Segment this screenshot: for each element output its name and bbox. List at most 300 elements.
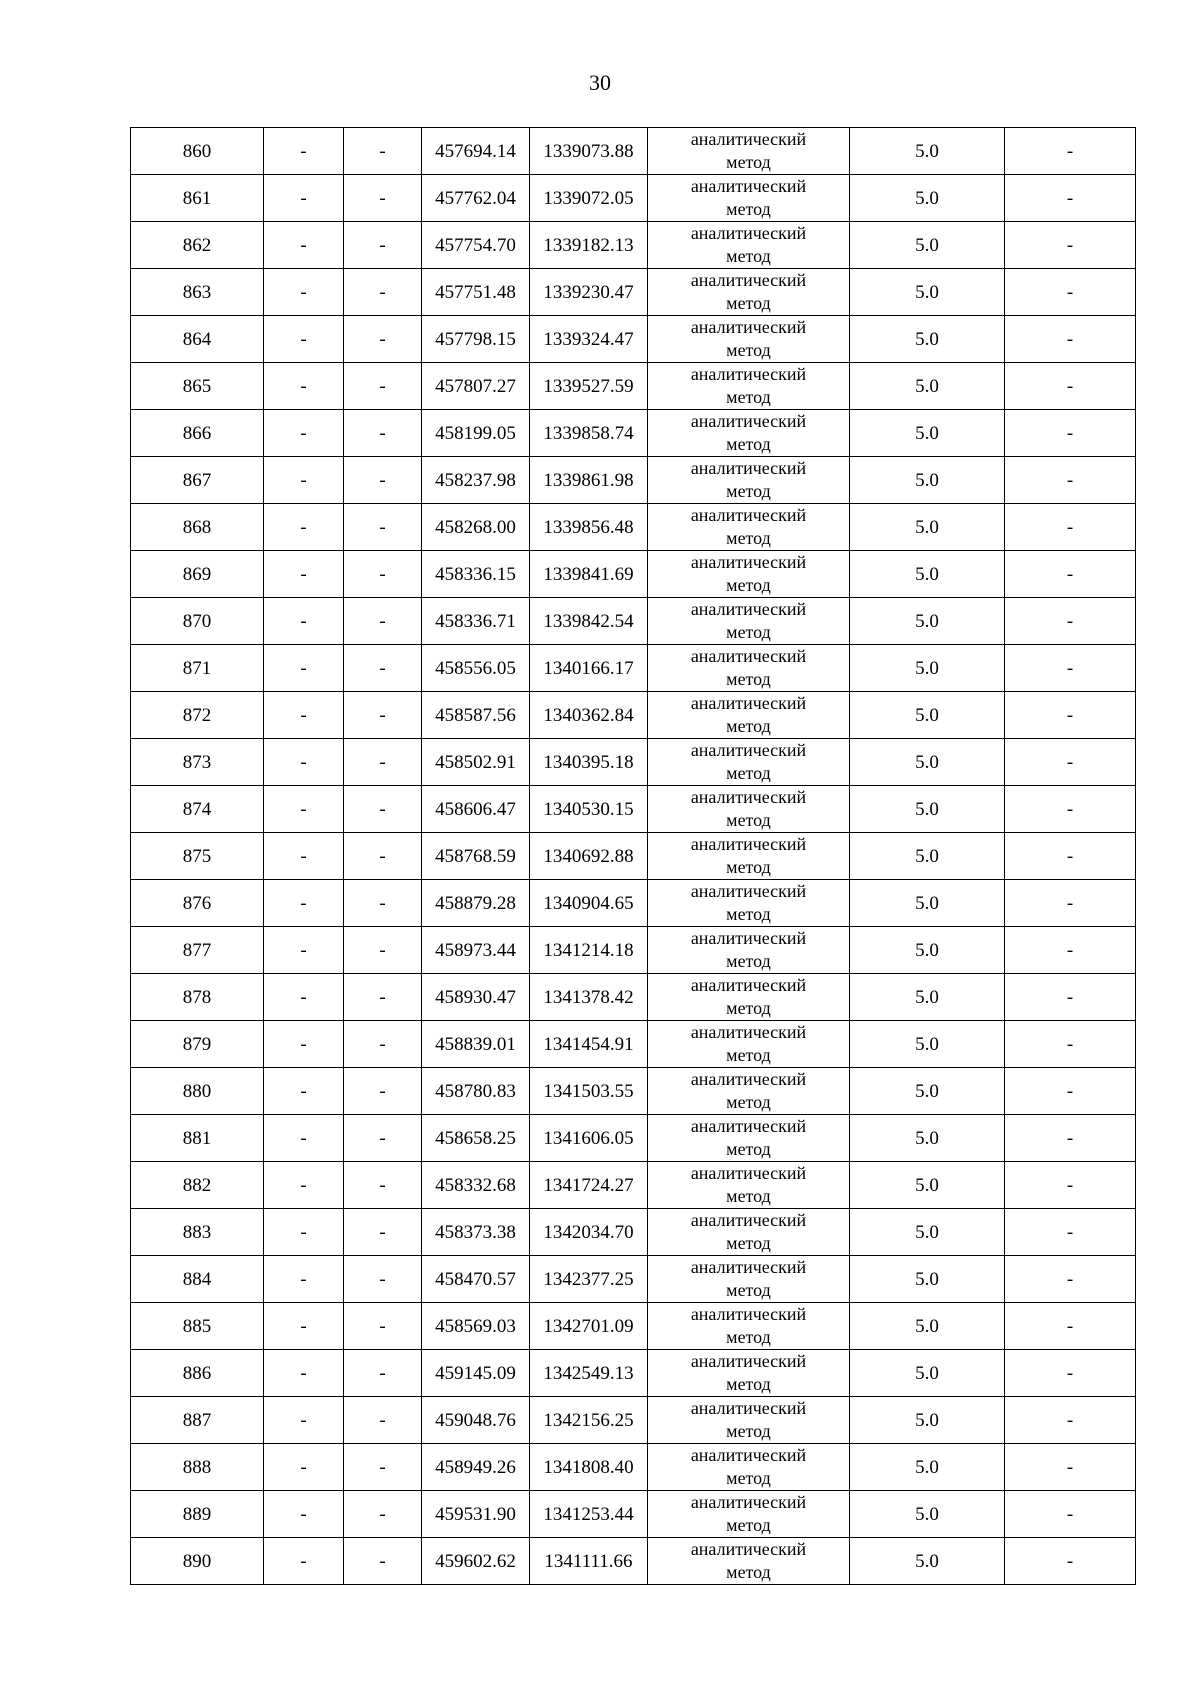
empty-cell: -	[344, 1115, 422, 1162]
method-cell	[648, 598, 850, 645]
empty-cell: -	[1005, 504, 1136, 551]
table-row	[131, 692, 1136, 739]
empty-cell: -	[264, 1538, 344, 1585]
accuracy-cell: 5.0	[850, 504, 1005, 551]
table-row	[131, 316, 1136, 363]
point-number-cell: 868	[131, 504, 264, 551]
empty-cell: -	[344, 316, 422, 363]
empty-cell: -	[344, 1162, 422, 1209]
x-coordinate-cell: 457762.04	[422, 175, 530, 222]
method-cell	[648, 363, 850, 410]
method-text: аналитический	[690, 1069, 807, 1089]
y-coordinate-cell: 1339073.88	[530, 128, 648, 175]
method-text: метод	[726, 857, 771, 877]
method-text: метод	[726, 1092, 771, 1112]
method-text: метод	[726, 1515, 771, 1535]
method-text: метод	[726, 716, 771, 736]
empty-cell: -	[344, 175, 422, 222]
method-cell	[648, 175, 850, 222]
accuracy-cell: 5.0	[850, 1068, 1005, 1115]
empty-cell: -	[1005, 1115, 1136, 1162]
accuracy-cell: 5.0	[850, 551, 1005, 598]
accuracy-cell: 5.0	[850, 457, 1005, 504]
empty-cell: -	[344, 551, 422, 598]
empty-cell: -	[264, 1350, 344, 1397]
empty-cell: -	[1005, 739, 1136, 786]
table-row	[131, 1162, 1136, 1209]
method-text: метод	[726, 669, 771, 689]
table-row	[131, 833, 1136, 880]
x-coordinate-cell: 458199.05	[422, 410, 530, 457]
method-cell	[648, 1256, 850, 1303]
method-cell	[648, 1115, 850, 1162]
empty-cell: -	[344, 692, 422, 739]
y-coordinate-cell: 1339527.59	[530, 363, 648, 410]
empty-cell: -	[264, 269, 344, 316]
empty-cell: -	[264, 1303, 344, 1350]
method-cell	[648, 692, 850, 739]
accuracy-cell: 5.0	[850, 269, 1005, 316]
y-coordinate-cell: 1341606.05	[530, 1115, 648, 1162]
point-number-cell: 869	[131, 551, 264, 598]
table-row	[131, 128, 1136, 175]
x-coordinate-cell: 458839.01	[422, 1021, 530, 1068]
accuracy-cell: 5.0	[850, 786, 1005, 833]
table-body	[131, 128, 1136, 1585]
method-cell	[648, 316, 850, 363]
empty-cell: -	[344, 739, 422, 786]
empty-cell: -	[1005, 457, 1136, 504]
method-text: аналитический	[690, 505, 807, 525]
empty-cell: -	[264, 598, 344, 645]
y-coordinate-cell: 1340362.84	[530, 692, 648, 739]
y-coordinate-cell: 1339841.69	[530, 551, 648, 598]
empty-cell: -	[264, 1115, 344, 1162]
empty-cell: -	[344, 410, 422, 457]
y-coordinate-cell: 1341214.18	[530, 927, 648, 974]
method-cell	[648, 1491, 850, 1538]
empty-cell: -	[1005, 645, 1136, 692]
method-cell	[648, 410, 850, 457]
empty-cell: -	[1005, 316, 1136, 363]
point-number-cell: 876	[131, 880, 264, 927]
x-coordinate-cell: 458373.38	[422, 1209, 530, 1256]
empty-cell: -	[264, 1209, 344, 1256]
empty-cell: -	[1005, 128, 1136, 175]
point-number-cell: 866	[131, 410, 264, 457]
method-text: метод	[726, 951, 771, 971]
table-row	[131, 880, 1136, 927]
y-coordinate-cell: 1341724.27	[530, 1162, 648, 1209]
y-coordinate-cell: 1342377.25	[530, 1256, 648, 1303]
x-coordinate-cell: 458780.83	[422, 1068, 530, 1115]
accuracy-cell: 5.0	[850, 363, 1005, 410]
accuracy-cell: 5.0	[850, 1209, 1005, 1256]
accuracy-cell: 5.0	[850, 927, 1005, 974]
accuracy-cell: 5.0	[850, 1256, 1005, 1303]
x-coordinate-cell: 458930.47	[422, 974, 530, 1021]
method-text: аналитический	[690, 1351, 807, 1371]
accuracy-cell: 5.0	[850, 410, 1005, 457]
table-row	[131, 1491, 1136, 1538]
y-coordinate-cell: 1342034.70	[530, 1209, 648, 1256]
empty-cell: -	[264, 927, 344, 974]
accuracy-cell: 5.0	[850, 1538, 1005, 1585]
x-coordinate-cell: 457807.27	[422, 363, 530, 410]
point-number-cell: 863	[131, 269, 264, 316]
y-coordinate-cell: 1339842.54	[530, 598, 648, 645]
table-row	[131, 1021, 1136, 1068]
x-coordinate-cell: 459048.76	[422, 1397, 530, 1444]
empty-cell: -	[1005, 1444, 1136, 1491]
point-number-cell: 889	[131, 1491, 264, 1538]
point-number-cell: 867	[131, 457, 264, 504]
point-number-cell: 880	[131, 1068, 264, 1115]
empty-cell: -	[344, 222, 422, 269]
coordinates-table	[130, 127, 1136, 1585]
method-text: метод	[726, 434, 771, 454]
x-coordinate-cell: 458606.47	[422, 786, 530, 833]
x-coordinate-cell: 458879.28	[422, 880, 530, 927]
empty-cell: -	[1005, 363, 1136, 410]
method-cell	[648, 833, 850, 880]
empty-cell: -	[1005, 1350, 1136, 1397]
accuracy-cell: 5.0	[850, 692, 1005, 739]
method-text: метод	[726, 481, 771, 501]
method-cell	[648, 551, 850, 598]
y-coordinate-cell: 1340395.18	[530, 739, 648, 786]
method-text: метод	[726, 528, 771, 548]
point-number-cell: 886	[131, 1350, 264, 1397]
method-cell	[648, 974, 850, 1021]
table-row	[131, 1303, 1136, 1350]
empty-cell: -	[344, 269, 422, 316]
method-text: метод	[726, 152, 771, 172]
empty-cell: -	[344, 598, 422, 645]
y-coordinate-cell: 1339858.74	[530, 410, 648, 457]
method-cell	[648, 1162, 850, 1209]
method-text: аналитический	[690, 1445, 807, 1465]
table-row	[131, 927, 1136, 974]
method-text: аналитический	[690, 1163, 807, 1183]
method-text: метод	[726, 340, 771, 360]
point-number-cell: 882	[131, 1162, 264, 1209]
point-number-cell: 875	[131, 833, 264, 880]
empty-cell: -	[264, 1162, 344, 1209]
accuracy-cell: 5.0	[850, 222, 1005, 269]
method-text: аналитический	[690, 364, 807, 384]
method-text: метод	[726, 1139, 771, 1159]
accuracy-cell: 5.0	[850, 645, 1005, 692]
method-text: аналитический	[690, 411, 807, 431]
table-row	[131, 504, 1136, 551]
y-coordinate-cell: 1340904.65	[530, 880, 648, 927]
table-row	[131, 269, 1136, 316]
point-number-cell: 878	[131, 974, 264, 1021]
method-cell	[648, 1021, 850, 1068]
empty-cell: -	[344, 1256, 422, 1303]
empty-cell: -	[1005, 1491, 1136, 1538]
method-cell	[648, 269, 850, 316]
point-number-cell: 861	[131, 175, 264, 222]
point-number-cell: 865	[131, 363, 264, 410]
accuracy-cell: 5.0	[850, 598, 1005, 645]
point-number-cell: 874	[131, 786, 264, 833]
accuracy-cell: 5.0	[850, 175, 1005, 222]
empty-cell: -	[1005, 1256, 1136, 1303]
empty-cell: -	[344, 1538, 422, 1585]
method-text: метод	[726, 763, 771, 783]
x-coordinate-cell: 458587.56	[422, 692, 530, 739]
method-cell	[648, 1444, 850, 1491]
table-row	[131, 1115, 1136, 1162]
empty-cell: -	[264, 504, 344, 551]
table-row	[131, 645, 1136, 692]
point-number-cell: 870	[131, 598, 264, 645]
method-text: аналитический	[690, 1257, 807, 1277]
method-cell	[648, 1397, 850, 1444]
method-text: аналитический	[690, 1539, 807, 1559]
x-coordinate-cell: 457754.70	[422, 222, 530, 269]
method-text: метод	[726, 998, 771, 1018]
method-text: метод	[726, 1233, 771, 1253]
y-coordinate-cell: 1341378.42	[530, 974, 648, 1021]
x-coordinate-cell: 458470.57	[422, 1256, 530, 1303]
y-coordinate-cell: 1340530.15	[530, 786, 648, 833]
method-text: аналитический	[690, 740, 807, 760]
empty-cell: -	[1005, 1021, 1136, 1068]
point-number-cell: 887	[131, 1397, 264, 1444]
x-coordinate-cell: 458268.00	[422, 504, 530, 551]
method-cell	[648, 128, 850, 175]
y-coordinate-cell: 1340166.17	[530, 645, 648, 692]
method-text: аналитический	[690, 1492, 807, 1512]
empty-cell: -	[344, 645, 422, 692]
accuracy-cell: 5.0	[850, 1115, 1005, 1162]
accuracy-cell: 5.0	[850, 1444, 1005, 1491]
empty-cell: -	[344, 833, 422, 880]
table-row	[131, 1350, 1136, 1397]
x-coordinate-cell: 458658.25	[422, 1115, 530, 1162]
table-row	[131, 1397, 1136, 1444]
table-row	[131, 1209, 1136, 1256]
accuracy-cell: 5.0	[850, 1350, 1005, 1397]
method-text: метод	[726, 622, 771, 642]
method-text: аналитический	[690, 881, 807, 901]
method-cell	[648, 1538, 850, 1585]
method-text: метод	[726, 1374, 771, 1394]
x-coordinate-cell: 458768.59	[422, 833, 530, 880]
empty-cell: -	[1005, 1209, 1136, 1256]
point-number-cell: 872	[131, 692, 264, 739]
page-number: 30	[589, 70, 611, 95]
method-text: аналитический	[690, 975, 807, 995]
table-row	[131, 974, 1136, 1021]
empty-cell: -	[264, 1397, 344, 1444]
empty-cell: -	[344, 1491, 422, 1538]
method-text: метод	[726, 293, 771, 313]
method-text: метод	[726, 1421, 771, 1441]
x-coordinate-cell: 459145.09	[422, 1350, 530, 1397]
method-text: аналитический	[690, 928, 807, 948]
x-coordinate-cell: 458949.26	[422, 1444, 530, 1491]
method-text: аналитический	[690, 317, 807, 337]
empty-cell: -	[1005, 833, 1136, 880]
empty-cell: -	[344, 504, 422, 551]
method-text: метод	[726, 1186, 771, 1206]
empty-cell: -	[264, 222, 344, 269]
method-text: аналитический	[690, 1398, 807, 1418]
empty-cell: -	[1005, 1068, 1136, 1115]
point-number-cell: 864	[131, 316, 264, 363]
y-coordinate-cell: 1339861.98	[530, 457, 648, 504]
table-row	[131, 1256, 1136, 1303]
table-row	[131, 551, 1136, 598]
empty-cell: -	[344, 457, 422, 504]
empty-cell: -	[264, 974, 344, 1021]
method-text: аналитический	[690, 1116, 807, 1136]
empty-cell: -	[1005, 410, 1136, 457]
point-number-cell: 879	[131, 1021, 264, 1068]
method-text: метод	[726, 199, 771, 219]
empty-cell: -	[264, 692, 344, 739]
table-row	[131, 1538, 1136, 1585]
method-text: аналитический	[690, 646, 807, 666]
accuracy-cell: 5.0	[850, 1303, 1005, 1350]
method-cell	[648, 880, 850, 927]
table-row	[131, 175, 1136, 222]
empty-cell: -	[1005, 974, 1136, 1021]
empty-cell: -	[264, 1256, 344, 1303]
point-number-cell: 871	[131, 645, 264, 692]
method-cell	[648, 1303, 850, 1350]
y-coordinate-cell: 1341808.40	[530, 1444, 648, 1491]
method-cell	[648, 504, 850, 551]
method-text: аналитический	[690, 1210, 807, 1230]
empty-cell: -	[344, 1209, 422, 1256]
empty-cell: -	[344, 1021, 422, 1068]
y-coordinate-cell: 1339182.13	[530, 222, 648, 269]
empty-cell: -	[1005, 1397, 1136, 1444]
x-coordinate-cell: 458336.71	[422, 598, 530, 645]
empty-cell: -	[264, 786, 344, 833]
x-coordinate-cell: 457798.15	[422, 316, 530, 363]
method-cell	[648, 786, 850, 833]
empty-cell: -	[344, 363, 422, 410]
empty-cell: -	[1005, 927, 1136, 974]
empty-cell: -	[264, 410, 344, 457]
accuracy-cell: 5.0	[850, 833, 1005, 880]
method-text: метод	[726, 810, 771, 830]
empty-cell: -	[1005, 175, 1136, 222]
empty-cell: -	[264, 551, 344, 598]
method-text: метод	[726, 1562, 771, 1582]
y-coordinate-cell: 1339072.05	[530, 175, 648, 222]
method-text: метод	[726, 1045, 771, 1065]
table-row	[131, 1068, 1136, 1115]
empty-cell: -	[1005, 1303, 1136, 1350]
empty-cell: -	[1005, 269, 1136, 316]
empty-cell: -	[344, 1068, 422, 1115]
empty-cell: -	[264, 1491, 344, 1538]
method-cell	[648, 1350, 850, 1397]
table-row	[131, 739, 1136, 786]
empty-cell: -	[344, 1444, 422, 1491]
x-coordinate-cell: 458569.03	[422, 1303, 530, 1350]
empty-cell: -	[344, 1397, 422, 1444]
empty-cell: -	[1005, 222, 1136, 269]
empty-cell: -	[264, 175, 344, 222]
y-coordinate-cell: 1339324.47	[530, 316, 648, 363]
empty-cell: -	[264, 1021, 344, 1068]
method-cell	[648, 927, 850, 974]
empty-cell: -	[344, 786, 422, 833]
table-row	[131, 786, 1136, 833]
x-coordinate-cell: 459531.90	[422, 1491, 530, 1538]
accuracy-cell: 5.0	[850, 880, 1005, 927]
empty-cell: -	[264, 457, 344, 504]
empty-cell: -	[344, 927, 422, 974]
x-coordinate-cell: 459602.62	[422, 1538, 530, 1585]
empty-cell: -	[1005, 551, 1136, 598]
method-text: аналитический	[690, 458, 807, 478]
point-number-cell: 862	[131, 222, 264, 269]
x-coordinate-cell: 458237.98	[422, 457, 530, 504]
x-coordinate-cell: 457751.48	[422, 269, 530, 316]
empty-cell: -	[264, 1444, 344, 1491]
empty-cell: -	[264, 880, 344, 927]
table-row	[131, 222, 1136, 269]
accuracy-cell: 5.0	[850, 316, 1005, 363]
method-cell	[648, 739, 850, 786]
empty-cell: -	[1005, 1538, 1136, 1585]
method-text: метод	[726, 1280, 771, 1300]
x-coordinate-cell: 458502.91	[422, 739, 530, 786]
accuracy-cell: 5.0	[850, 1162, 1005, 1209]
method-text: аналитический	[690, 270, 807, 290]
method-text: метод	[726, 1468, 771, 1488]
empty-cell: -	[264, 833, 344, 880]
empty-cell: -	[1005, 1162, 1136, 1209]
table-row	[131, 1444, 1136, 1491]
y-coordinate-cell: 1339856.48	[530, 504, 648, 551]
table-row	[131, 410, 1136, 457]
method-text: аналитический	[690, 223, 807, 243]
x-coordinate-cell: 457694.14	[422, 128, 530, 175]
accuracy-cell: 5.0	[850, 1021, 1005, 1068]
point-number-cell: 881	[131, 1115, 264, 1162]
point-number-cell: 884	[131, 1256, 264, 1303]
accuracy-cell: 5.0	[850, 739, 1005, 786]
point-number-cell: 883	[131, 1209, 264, 1256]
point-number-cell: 877	[131, 927, 264, 974]
method-text: аналитический	[690, 1304, 807, 1324]
method-text: аналитический	[690, 1022, 807, 1042]
method-text: аналитический	[690, 599, 807, 619]
method-text: метод	[726, 1327, 771, 1347]
accuracy-cell: 5.0	[850, 1397, 1005, 1444]
empty-cell: -	[344, 1303, 422, 1350]
x-coordinate-cell: 458556.05	[422, 645, 530, 692]
y-coordinate-cell: 1341503.55	[530, 1068, 648, 1115]
method-text: аналитический	[690, 552, 807, 572]
empty-cell: -	[344, 1350, 422, 1397]
x-coordinate-cell: 458336.15	[422, 551, 530, 598]
y-coordinate-cell: 1340692.88	[530, 833, 648, 880]
method-text: метод	[726, 575, 771, 595]
empty-cell: -	[344, 128, 422, 175]
y-coordinate-cell: 1342549.13	[530, 1350, 648, 1397]
